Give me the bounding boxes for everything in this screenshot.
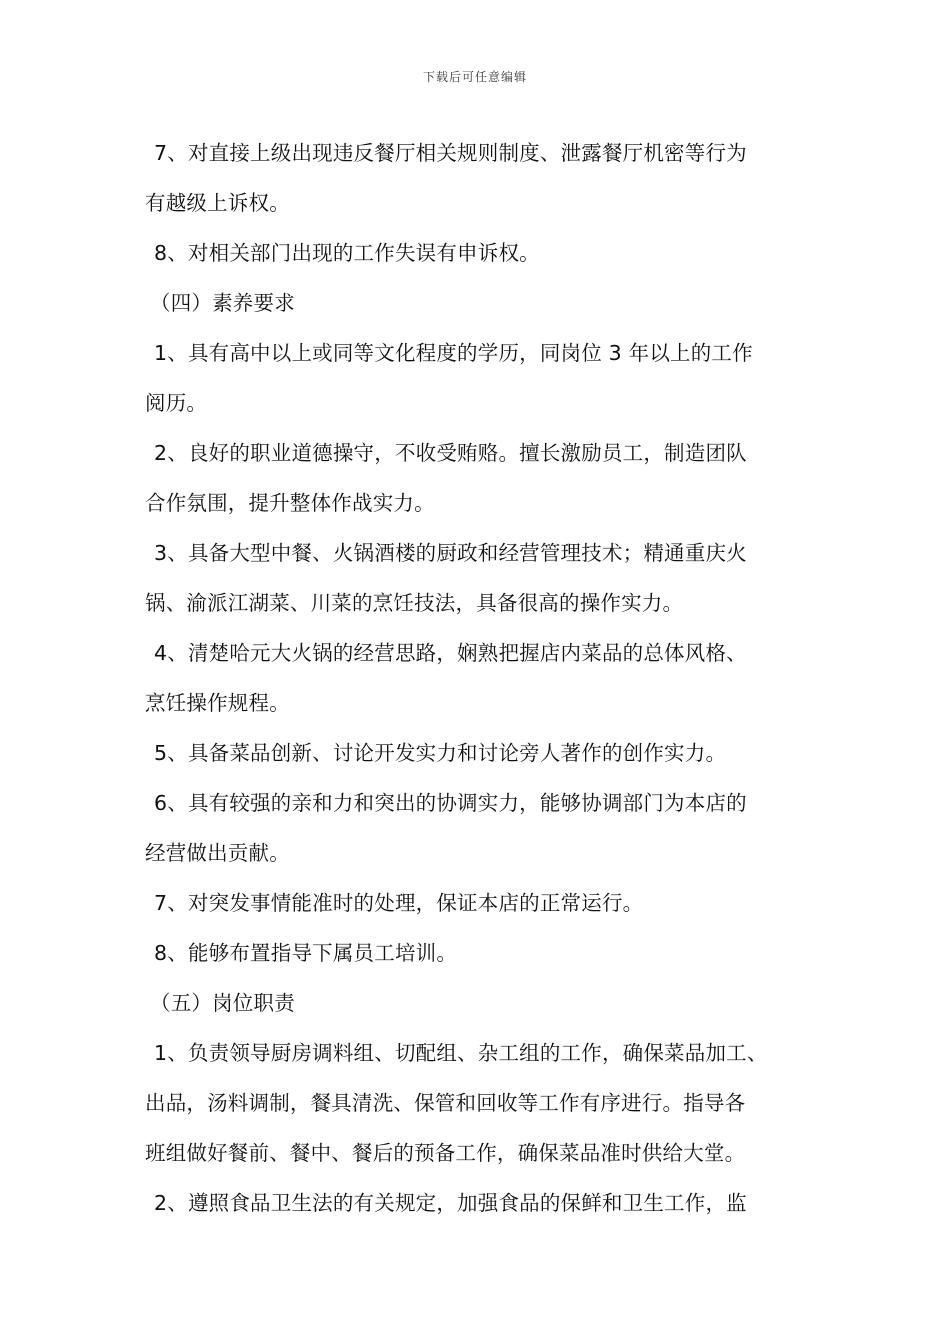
paragraph-line: 5、具备菜品创新、讨论开发实力和讨论旁人著作的创作实力。 xyxy=(154,741,727,765)
paragraph-line: 经营做出贡献。 xyxy=(145,841,290,865)
paragraph-line: 锅、渝派江湖菜、川菜的烹饪技法，具备很高的操作实力。 xyxy=(145,591,684,615)
paragraph-line: 7、对突发事情能准时的处理，保证本店的正常运行。 xyxy=(154,891,644,915)
paragraph-line: 1、具有高中以上或同等文化程度的学历，同岗位 3 年以上的工作 xyxy=(154,341,753,365)
paragraph-line: 有越级上诉权。 xyxy=(145,191,290,215)
paragraph-line: 7、对直接上级出现违反餐厅相关规则制度、泄露餐厅机密等行为 xyxy=(154,141,747,165)
page-header: 下载后可任意编辑 xyxy=(422,70,527,84)
section-heading: （五）岗位职责 xyxy=(150,991,295,1015)
paragraph-line: 2、遵照食品卫生法的有关规定，加强食品的保鲜和卫生工作，监 xyxy=(154,1191,747,1215)
paragraph-line: 阅历。 xyxy=(145,391,208,415)
paragraph-line: 2、良好的职业道德操守，不收受贿赂。擅长激励员工，制造团队 xyxy=(154,441,747,465)
section-heading: （四）素养要求 xyxy=(150,291,295,315)
paragraph-line: 出品，汤料调制，餐具清洗、保管和回收等工作有序进行。指导各 xyxy=(145,1091,746,1115)
paragraph-line: 8、对相关部门出现的工作失误有申诉权。 xyxy=(154,241,540,265)
paragraph-line: 班组做好餐前、餐中、餐后的预备工作，确保菜品准时供给大堂。 xyxy=(145,1141,746,1165)
paragraph-line: 4、清楚哈元大火锅的经营思路，娴熟把握店内菜品的总体风格、 xyxy=(154,641,747,665)
paragraph-line: 6、具有较强的亲和力和突出的协调实力，能够协调部门为本店的 xyxy=(154,791,747,815)
document-body xyxy=(145,128,825,1228)
paragraph-line: 烹饪操作规程。 xyxy=(145,691,290,715)
paragraph-line: 8、能够布置指导下属员工培训。 xyxy=(154,941,458,965)
paragraph-line: 合作氛围，提升整体作战实力。 xyxy=(145,491,435,515)
paragraph-line: 1、负责领导厨房调料组、切配组、杂工组的工作，确保菜品加工、 xyxy=(154,1041,768,1065)
paragraph-line: 3、具备大型中餐、火锅酒楼的厨政和经营管理技术；精通重庆火 xyxy=(154,541,747,565)
